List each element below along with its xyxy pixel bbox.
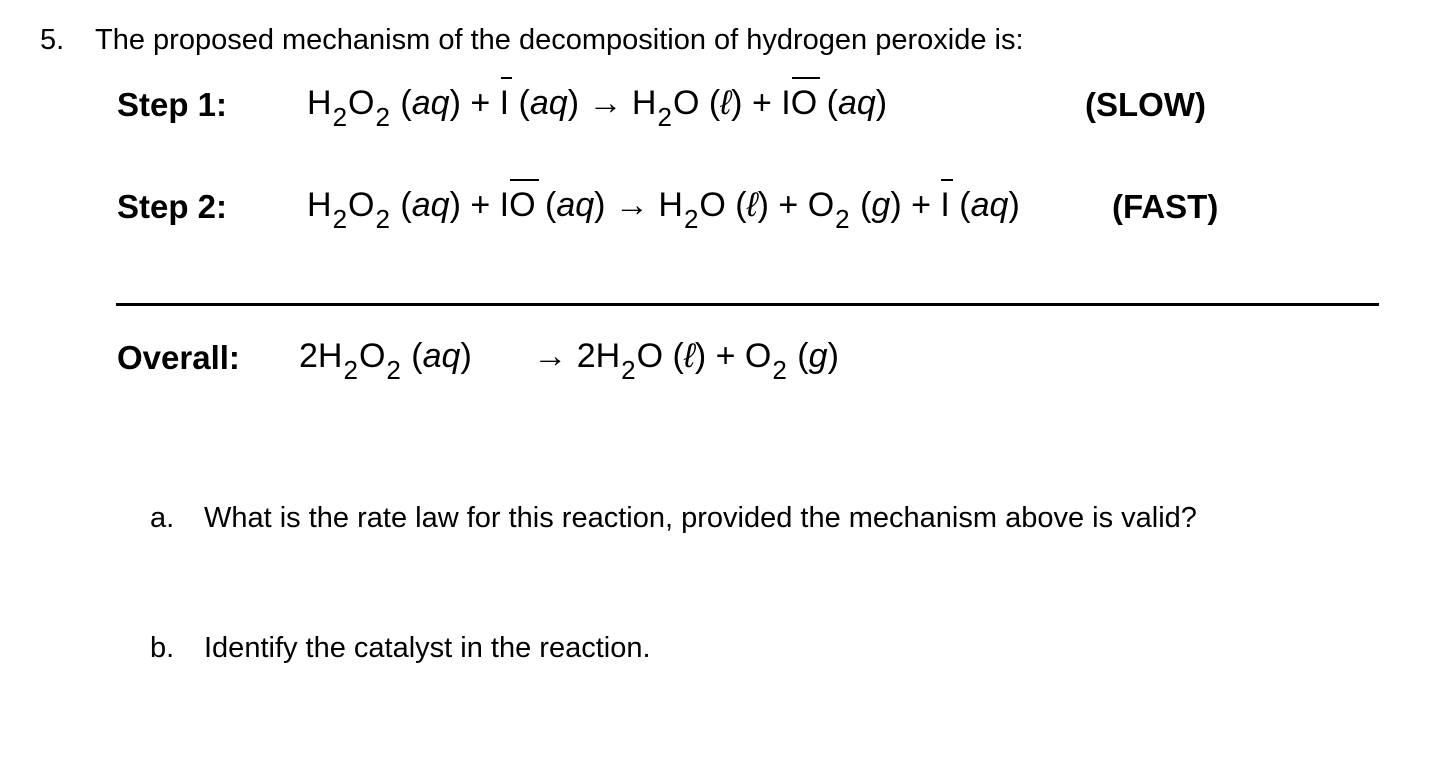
overall-equation: $2H_2O_2$ $(aq) \to 2H_2O$ (ℓ) + $O_2$ (g) [299,337,839,385]
step2-rate-tag: (FAST) [1112,188,1219,225]
part-a-text: What is the rate law for this reaction, provided the mechanism above is valid? [204,502,1197,534]
step2-equation: $H_2O_2$ (aq) + IO $(aq) \to H_2O$ (ℓ) + $O_2$ (g) + I (aq) [307,186,1020,234]
sum-divider-line [116,303,1379,306]
step2-label: Step 2: [117,188,228,225]
step1-label: Step 1: [117,86,228,123]
question-text: The proposed mechanism of the decomposition of hydrogen peroxide is: [95,24,1024,56]
step1-rate-tag: (SLOW) [1085,86,1206,123]
step1-equation: $H_2O_2$ (aq) + I $(aq) \to H_2O$ (ℓ) + IO (aq) [307,84,888,132]
part-b-text: Identify the catalyst in the reaction. [204,632,651,664]
part-b-letter: b. [150,632,175,664]
part-a-letter: a. [150,502,175,534]
overall-label: Overall: [117,339,240,376]
question-number: 5. [40,24,65,56]
